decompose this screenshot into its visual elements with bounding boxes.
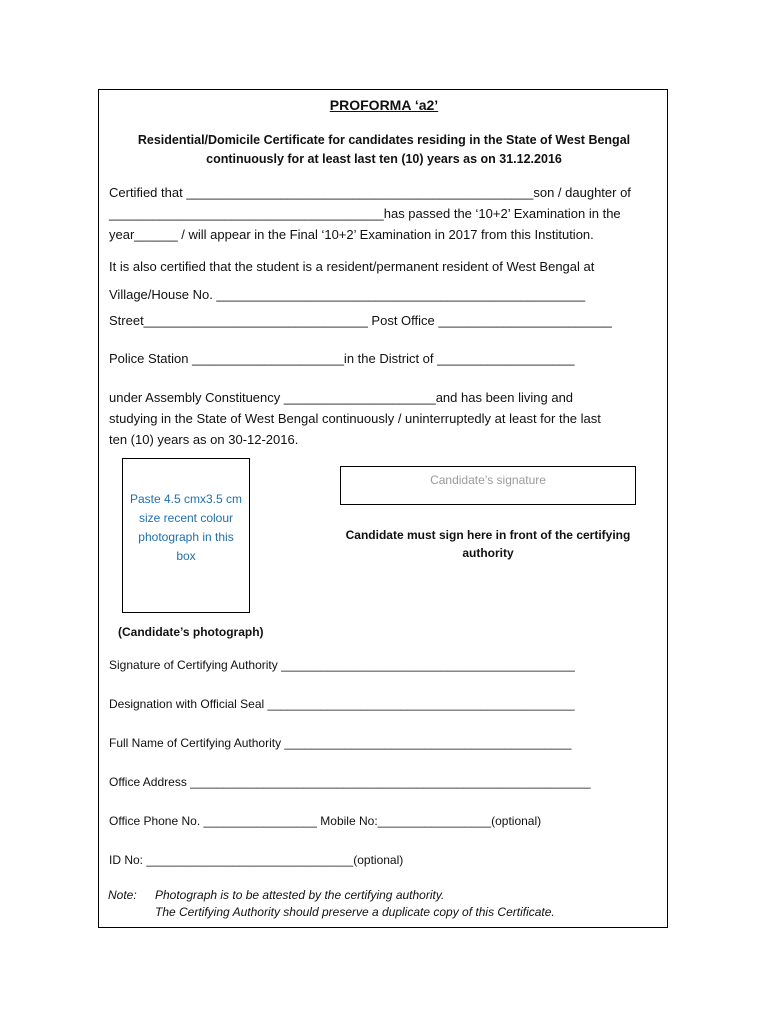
form-subtitle	[110, 131, 658, 169]
signature-instruction: Candidate must sign here in front of the certifying authority	[345, 528, 631, 560]
note-line-1: Photograph is to be attested by the certifying authority.	[155, 888, 445, 902]
residence-date-line: ten (10) years as on 30-12-2016.	[109, 432, 299, 447]
certified-that-line: Certified that ________________________________________________son / daughter of	[109, 185, 631, 200]
constituency-line: under Assembly Constituency _____________________and has been living and	[109, 390, 574, 405]
residence-continuity-line: studying in the State of West Bengal continuously / uninterruptedly at least for the last	[109, 411, 601, 426]
note-section	[108, 887, 555, 921]
resident-statement: It is also certified that the student is a resident/permanent resident of West Bengal at	[109, 259, 595, 274]
authority-full-name-field: Full Name of Certifying Authority ___________________________________________	[109, 736, 572, 750]
examination-passed-line: ______________________________________has passed the ‘10+2’ Examination in the	[109, 206, 621, 221]
examination-year-line: year______ / will appear in the Final ‘10+2’ Examination in 2017 from this Institution.	[109, 227, 594, 242]
photograph-instruction: Paste 4.5 cmx3.5 cm size recent colour photograph in this box	[129, 492, 243, 563]
subtitle-line-2: continuously for at least last ten (10) years as on 31.12.2016	[206, 152, 562, 166]
designation-seal-field: Designation with Official Seal ______________________________________________	[109, 697, 575, 711]
office-address-field: Office Address ____________________________________________________________	[109, 775, 591, 789]
form-title: PROFORMA ‘a2’	[329, 97, 439, 113]
photograph-caption: (Candidate’s photograph)	[118, 625, 264, 639]
street-post-office-field: Street_______________________________ Post Office ________________________	[109, 313, 612, 328]
subtitle-line-1: Residential/Domicile Certificate for candidates residing in the State of West Bengal	[137, 133, 631, 147]
id-number-field: ID No: _______________________________(optional)	[109, 853, 404, 867]
note-line-2: The Certifying Authority should preserve a duplicate copy of this Certificate.	[155, 905, 555, 919]
village-house-field: Village/House No. ___________________________________________________	[109, 287, 586, 302]
phone-mobile-field: Office Phone No. _________________ Mobile No:_________________(optional)	[109, 814, 542, 828]
authority-signature-field: Signature of Certifying Authority ____________________________________________	[109, 658, 575, 672]
signature-placeholder: Candidate’s signature	[430, 473, 546, 487]
candidate-signature-box	[340, 466, 636, 505]
police-district-field: Police Station _____________________in the District of ___________________	[109, 351, 575, 366]
note-label: Note:	[108, 888, 137, 902]
photograph-box	[122, 458, 250, 613]
